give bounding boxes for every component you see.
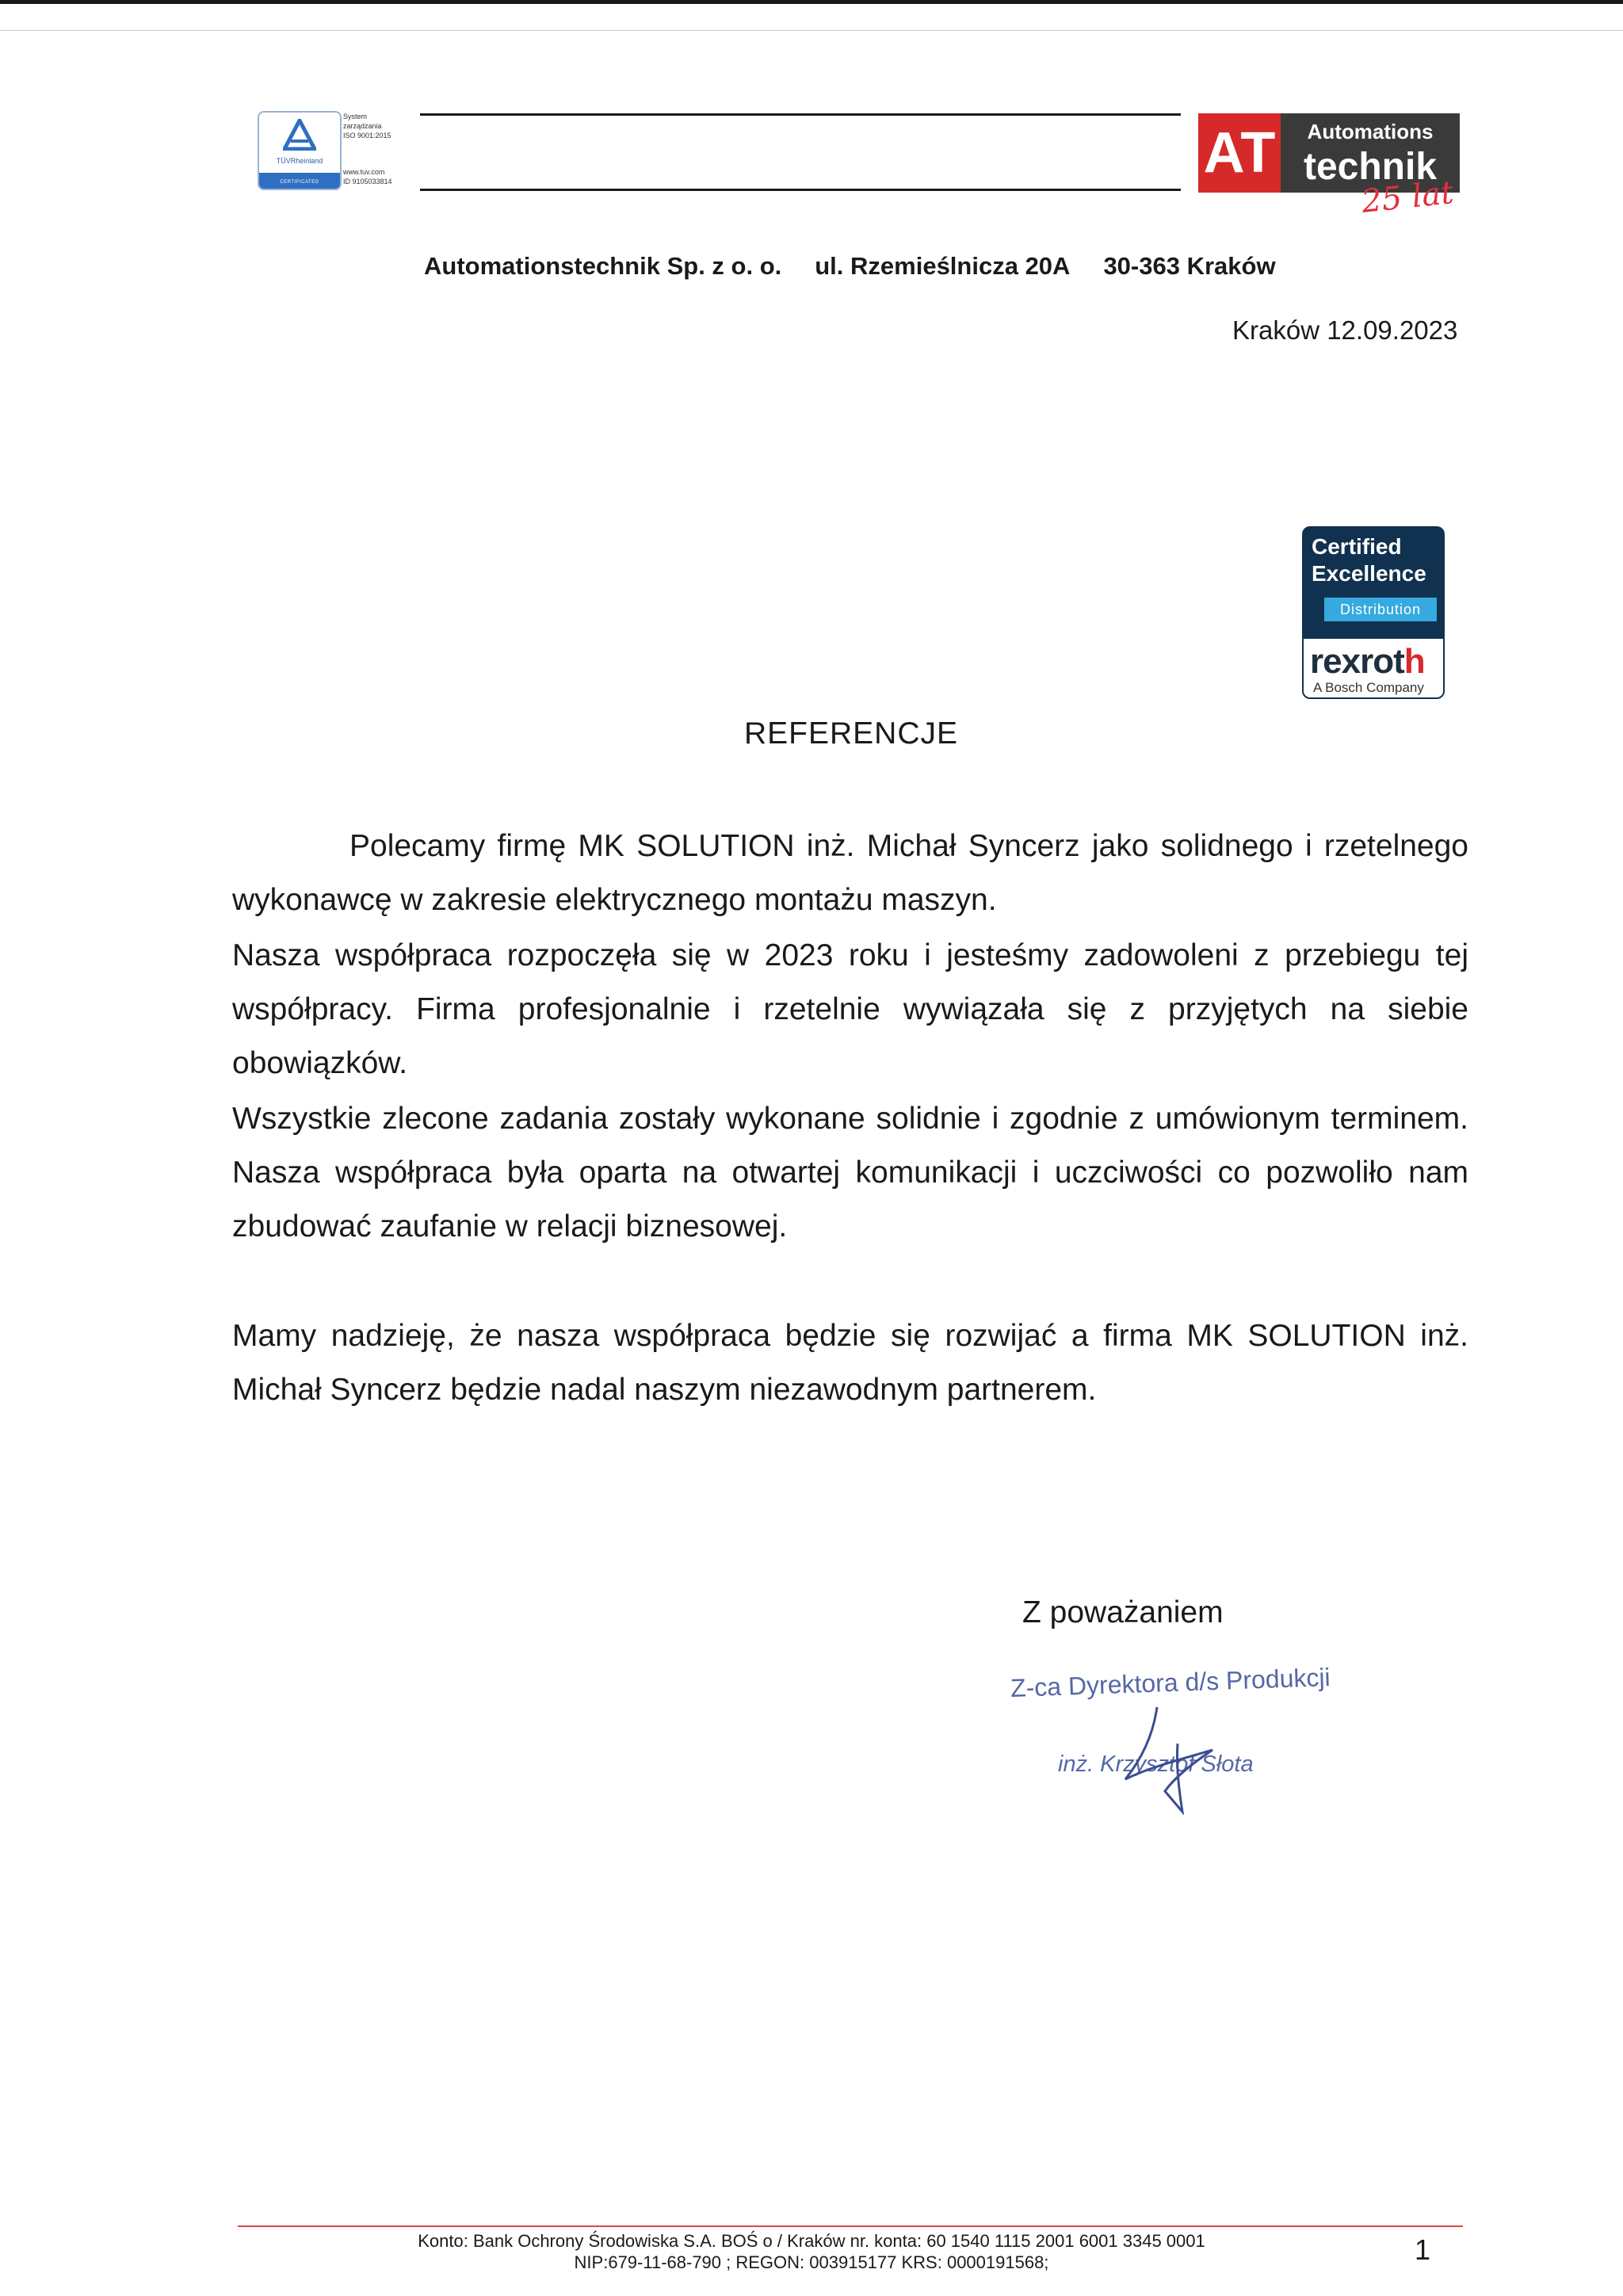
tuv-brand: TÜVRheinland <box>276 157 323 165</box>
footer-bank-line: Konto: Bank Ochrony Środowiska S.A. BOŚ o / Kraków nr. konta: 60 1540 1115 2001 6001 3345 0001 <box>418 2231 1205 2251</box>
tuv-triangle-icon <box>283 119 316 151</box>
company-name: Automationstechnik Sp. z o. o. <box>424 252 782 280</box>
company-city: 30-363 Kraków <box>1103 252 1276 280</box>
badge-distribution: Distribution <box>1324 598 1437 621</box>
tuv-text-5: ID 9105033814 <box>343 178 392 185</box>
company-address-line <box>424 252 1276 281</box>
badge-header <box>1302 526 1445 639</box>
tuv-text-3: ISO 9001:2015 <box>343 132 391 139</box>
at-logo-line1: Automations <box>1307 120 1434 143</box>
paragraph-1: Polecamy firmę MK SOLUTION inż. Michał Syncerz jako solidnego i rzetelnego wykonawcę w zakresie elektrycznego montażu maszyn. <box>232 829 1468 917</box>
footer-registry-line: NIP:679-11-68-790 ; REGON: 003915177 KRS: 0000191568; <box>574 2252 1049 2272</box>
paragraph-4: Mamy nadzieję, że nasza współpraca będzie się rozwijać a firma MK SOLUTION inż. Michał Syncerz będzie nadal naszym niezawodnym partnerem. <box>232 1319 1468 1407</box>
certified-excellence-badge <box>1302 526 1445 699</box>
paragraph-3: Wszystkie zlecone zadania zostały wykonane solidnie i zgodnie z umówionym terminem. Nasza współpraca była oparta na otwartej komunikacji i uczciwości co pozwoliło nam zbudować zaufanie w relacji biznesowej. <box>232 1102 1468 1244</box>
header-rule-bottom <box>420 189 1181 191</box>
closing-salutation: Z poważaniem <box>1022 1595 1224 1629</box>
company-street: ul. Rzemieślnicza 20A <box>815 252 1071 280</box>
letter-title-row <box>0 716 1623 751</box>
tuv-certification-logo <box>258 111 424 190</box>
header-rule-top <box>420 113 1181 116</box>
stamp-title: Z-ca Dyrektora d/s Produkcji <box>1010 1662 1331 1703</box>
rexroth-text-h: h <box>1403 642 1425 681</box>
place-date: Kraków 12.09.2023 <box>1232 315 1458 345</box>
badge-line2: Excellence <box>1312 561 1426 586</box>
badge-footer <box>1302 639 1445 699</box>
badge-line1: Certified <box>1312 534 1402 559</box>
paragraph-2: Nasza współpraca rozpoczęła się w 2023 roku i jesteśmy zadowoleni z przebiegu tej współpracy. Firma profesjonalnie i rzetelnie wywiązała się z przyjętych na siebie obowiązków. <box>232 938 1468 1080</box>
at-logo-letters: AT <box>1203 121 1276 185</box>
tuv-text-2: zarządzania <box>343 122 382 130</box>
footer-rule <box>238 2225 1463 2227</box>
page-number: 1 <box>1415 2233 1431 2266</box>
anniversary-label: 25 lat <box>1359 174 1456 220</box>
rexroth-text: rexrot <box>1310 642 1404 681</box>
tuv-text-1: System <box>343 113 368 120</box>
signature <box>1109 1704 1228 1815</box>
scan-line <box>0 30 1623 31</box>
scan-edge <box>0 0 1623 4</box>
letter-title: REFERENCJE <box>743 716 959 751</box>
rexroth-logo <box>1310 642 1425 682</box>
tuv-text-4: www.tuv.com <box>343 168 385 176</box>
badge-company: A Bosch Company <box>1313 680 1424 695</box>
stamp-name: inż. Krzysztof Słota <box>1058 1752 1254 1777</box>
tuv-card <box>258 111 342 190</box>
tuv-cert-text: CERTIFICATED <box>280 180 319 185</box>
at-logo-line2: technik <box>1303 146 1438 188</box>
